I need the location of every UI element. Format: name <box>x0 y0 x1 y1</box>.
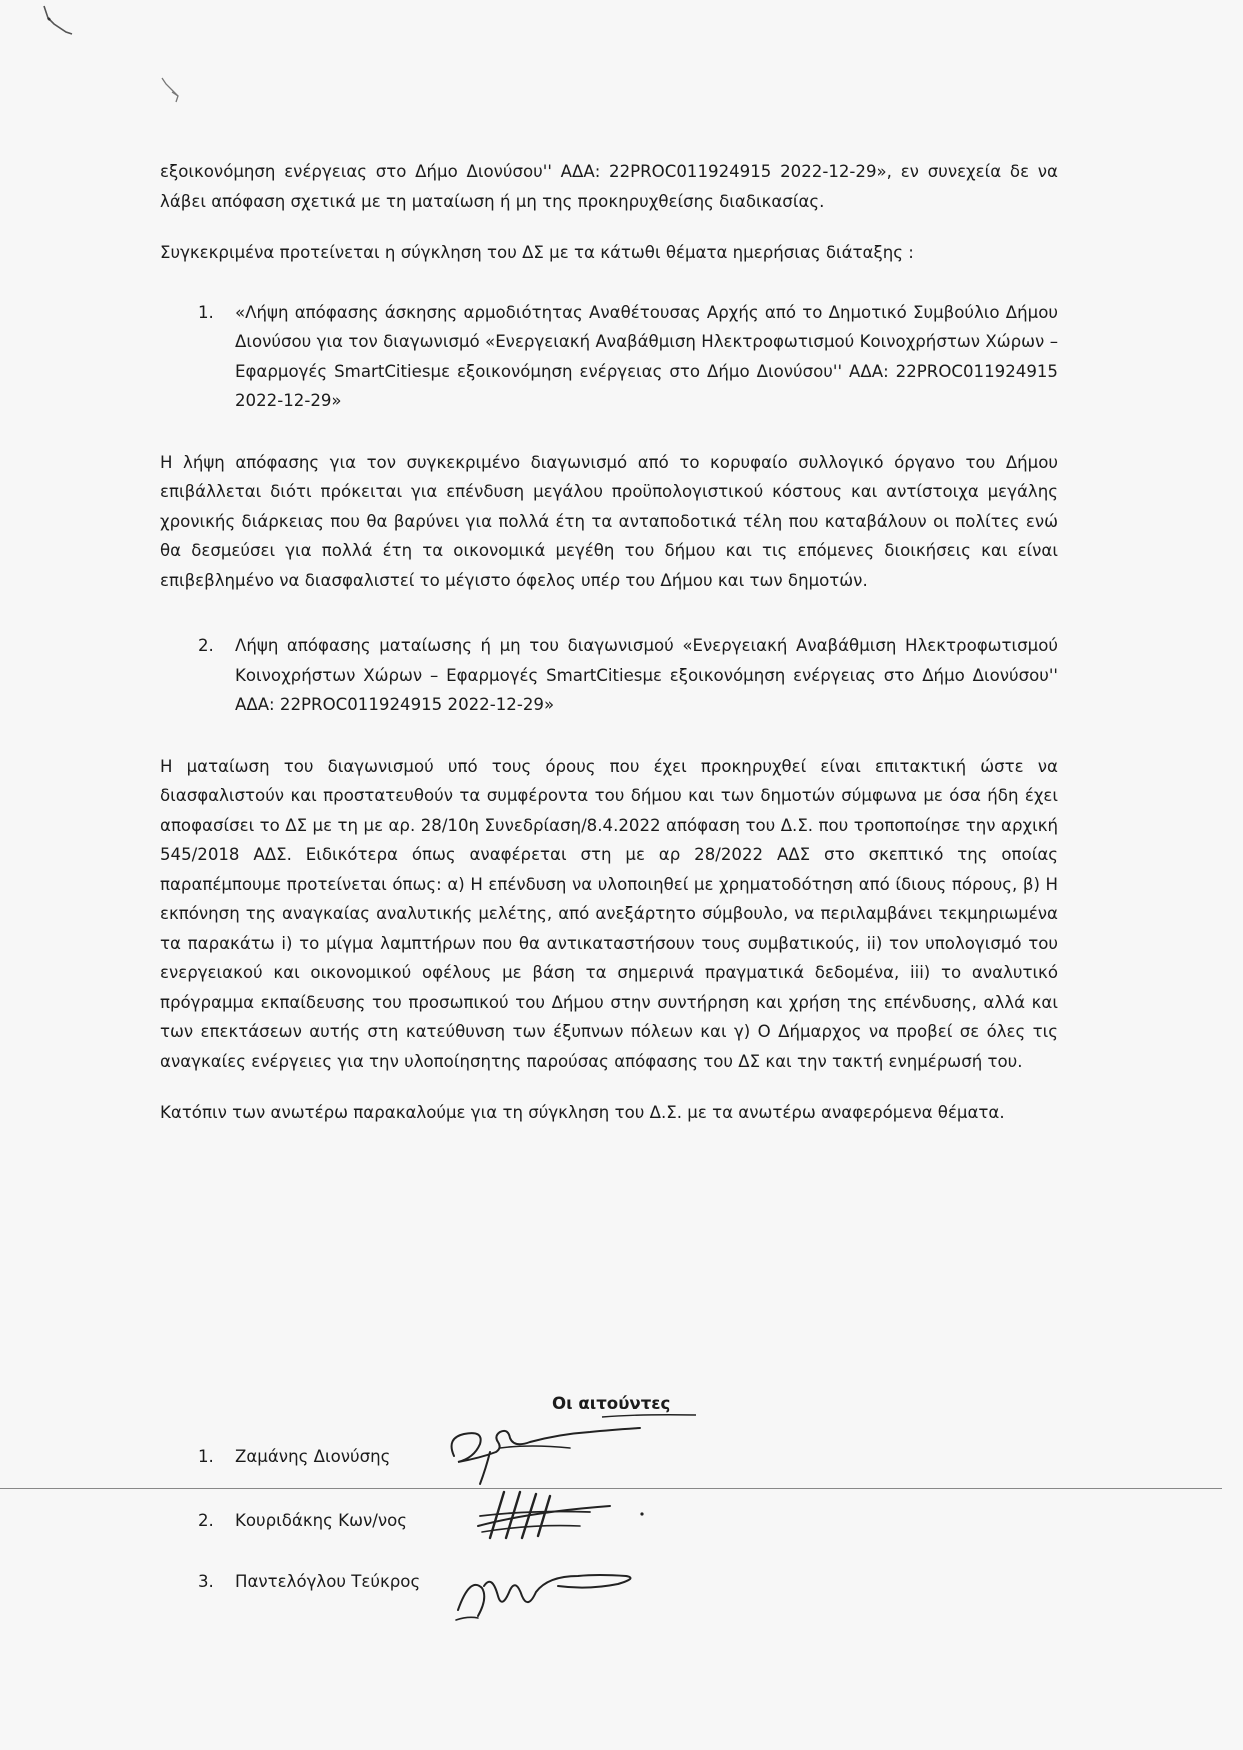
signer-2 <box>198 1511 407 1530</box>
justification-paragraph: Η λήψη απόφασης για τον συγκεκριμένο διαγωνισμό από το κορυφαίο συλλογικό όργανο του Δήμου επιβάλλεται διότι πρόκειται για επένδυση μεγάλου προϋπολογιστικού κόστους και αντίστοιχα μεγάλης χρονικής διάρκειας που θα βαρύνει για πολλά έτη τα ανταποδοτικά τέλη που καταβάλουν οι πολίτες ενώ θα δεσμεύσει για πολλά έτη τα οικονομικά μεγέθη του δήμου και τις επόμενες διοικήσεις και είναι επιβεβλημένο να διασφαλιστεί το μέγιστο όφελος υπέρ του Δήμου και των δημοτών. <box>160 452 1058 590</box>
signer-number: 3. <box>198 1572 214 1591</box>
signer-1 <box>198 1447 390 1466</box>
agenda-lead-paragraph: Συγκεκριμένα προτείνεται η σύγκληση του ΔΣ με τα κάτωθι θέματα ημερήσιας διάταξης : <box>160 243 914 262</box>
scan-speck-top <box>36 4 86 44</box>
signers-heading: Οι αιτούντες <box>552 1394 671 1413</box>
signature-3 <box>448 1556 648 1626</box>
closing-paragraph: Κατόπιν των ανωτέρω παρακαλούμε για τη σύγκληση του Δ.Σ. με τα ανωτέρω αναφερόμενα θέματα. <box>160 1103 1005 1122</box>
signer-name: Παντελόγλου Τεύκρος <box>235 1572 421 1591</box>
signature-2 <box>470 1486 650 1546</box>
agenda-item-number: 1. <box>198 302 214 322</box>
signer-name: Κουριδάκης Κων/νος <box>235 1511 407 1530</box>
signer-3 <box>198 1572 420 1591</box>
scan-speck-mid <box>156 74 196 114</box>
signature-1 <box>440 1418 650 1488</box>
agenda-item-text: Λήψη απόφασης ματαίωσης ή μη του διαγωνισμού «Ενεργειακή Αναβάθμιση Ηλεκτροφωτισμού Κοινοχρήστων Χώρων – Εφαρμογές SmartCitiesμε εξοικονόμηση ενέργειας στο Δήμο Διονύσου'' ΑΔΑ: 22PROC011924915 2022-12-29» <box>235 636 1058 714</box>
agenda-item-1 <box>160 298 1058 416</box>
agenda-item-number: 2. <box>198 636 214 655</box>
cancellation-paragraph: Η ματαίωση του διαγωνισμού υπό τους όρους που έχει προκηρυχθεί είναι επιτακτική ώστε να διασφαλιστούν και προστατευθούν τα συμφέροντα του δήμου και των δημοτών σύμφωνα με όσα ήδη έχει αποφασίσει το ΔΣ με τη με αρ. 28/10η Συνεδρίαση/8.4.2022 απόφαση του Δ.Σ. που τροποποίησε την αρχική 545/2018 ΑΔΣ. Ειδικότερα όπως αναφέρεται στη με αρ 28/2022 ΑΔΣ στο σκεπτικό της οποίας παραπέμπουμε προτείνεται όπως: α) Η επένδυση να υλοποιηθεί με χρηματοδότηση από ίδιους πόρους, β) Η εκπόνηση της αναγκαίας αναλυτικής μελέτης, από ανεξάρτητο σύμβουλο, να περιλαμβάνει τεκμηριωμένα τα παρακάτω i) το μίγμα λαμπτήρων που θα αντικαταστήσουν τους συμβατικούς, ii) τον υπολογισμό του ενεργειακού και οικονομικού οφέλους με βάση τα σημερινά πραγματικά δεδομένα, iii) το αναλυτικό πρόγραμμα εκπαίδευσης του προσωπικού του Δήμου στην συντήρηση και χρήση της επένδυσης, αλλά και των επεκτάσεων αυτής στη κατεύθυνση των έξυπνων πόλεων και γ) Ο Δήμαρχος να προβεί σε όλες τις αναγκαίες ενέργειες για την υλοποίησητης παρούσας απόφασης του ΔΣ και την τακτή ενημέρωσή του. <box>160 756 1058 1071</box>
signer-number: 2. <box>198 1511 214 1530</box>
signer-name: Ζαμάνης Διονύσης <box>235 1447 391 1466</box>
signer-number: 1. <box>198 1447 214 1466</box>
agenda-item-text: «Λήψη απόφασης άσκησης αρμοδιότητας Αναθέτουσας Αρχής από το Δημοτικό Συμβούλιο Δήμου Διονύσου για τον διαγωνισμό «Ενεργειακή Αναβάθμιση Ηλεκτροφωτισμού Κοινοχρήστων Χώρων – Εφαρμογές SmartCitiesμε εξοικονόμηση ενέργειας στο Δήμο Διονύσου'' ΑΔΑ: 22PROC011924915 2022-12-29» <box>235 302 1058 410</box>
letter-body <box>160 157 1058 1128</box>
intro-paragraph: εξοικονόμηση ενέργειας στο Δήμο Διονύσου'' ΑΔΑ: 22PROC011924915 2022-12-29», εν συνεχεία δε να λάβει απόφαση σχετικά με τη ματαίωση ή μη της προκηρυχθείσης διαδικασίας. <box>160 162 1058 211</box>
agenda-item-2 <box>160 631 1058 720</box>
